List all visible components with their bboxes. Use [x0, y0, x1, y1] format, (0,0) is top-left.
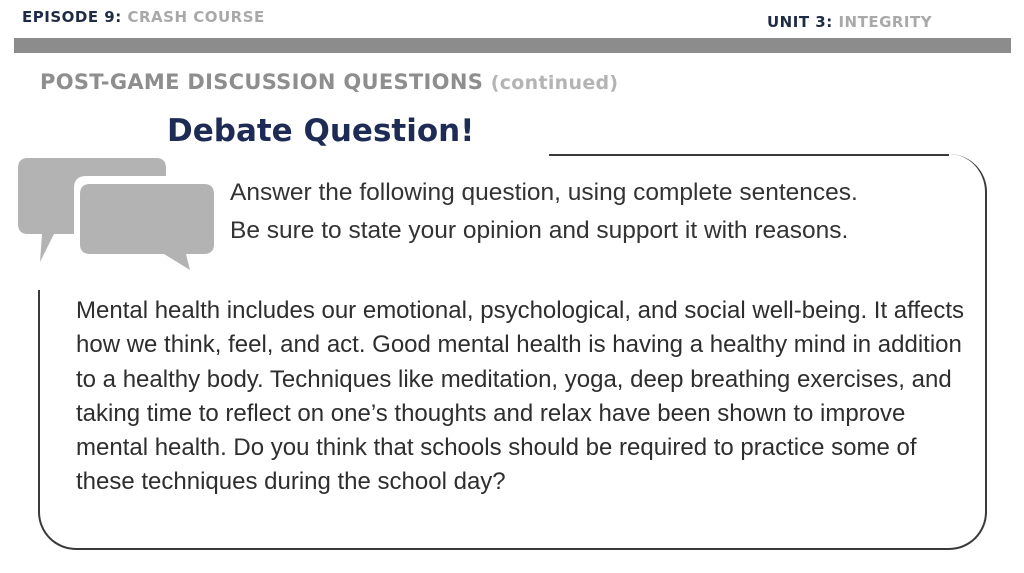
- episode-name: CRASH COURSE: [127, 8, 265, 26]
- debate-question-text: Mental health includes our emotional, psychological, and social well-being. It affects how we think, feel, and act. Good mental health is having a healthy mind in addition to a healthy body. Techniques like meditation, yoga, deep breathing exercises, and taking time to reflect on one’s thoughts and relax have been shown to improve mental health. Do you think that schools should be required to practice some of these techniques during the school day?: [76, 297, 965, 496]
- section-title: [40, 70, 618, 94]
- episode-label: EPISODE 9:: [22, 8, 122, 26]
- header-divider-bar: [14, 38, 1011, 53]
- speech-bubbles-icon: [14, 150, 224, 280]
- unit-name: INTEGRITY: [838, 13, 933, 31]
- debate-title: Debate Question!: [167, 113, 475, 149]
- unit-label: UNIT 3:: [767, 13, 833, 31]
- instructions-text: Answer the following question, using complete sentences. Be sure to state your opinion and support it with reasons.: [230, 179, 858, 244]
- question-box-top-border: [549, 154, 949, 156]
- unit-header: [767, 13, 932, 31]
- section-title-text: POST-GAME DISCUSSION QUESTIONS: [40, 70, 484, 94]
- section-continued: (continued): [490, 72, 619, 94]
- episode-header: [22, 8, 265, 26]
